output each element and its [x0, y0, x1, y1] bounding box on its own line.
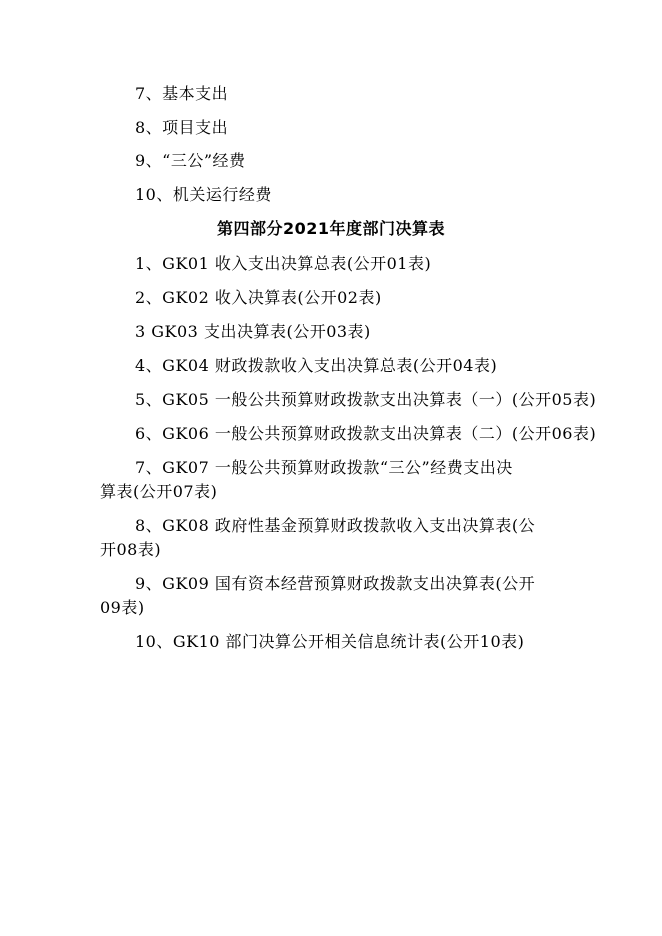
- list-item-gk01: 1、GK01 收入支出决算总表(公开01表): [135, 254, 432, 273]
- list-item-gk05: 5、GK05 一般公共预算财政拨款支出决算表（一）(公开05表): [135, 390, 597, 409]
- section-heading: 第四部分2021年度部门决算表: [216, 219, 446, 238]
- list-item-gk04: 4、GK04 财政拨款收入支出决算总表(公开04表): [135, 356, 498, 375]
- list-item-three-public-expenses: 9、“三公”经费: [135, 151, 246, 170]
- list-item-gk08-line1: 8、GK08 政府性基金预算财政拨款收入支出决算表(公: [135, 516, 536, 535]
- list-item-gk09-line1: 9、GK09 国有资本经营预算财政拨款支出决算表(公开: [135, 574, 536, 593]
- list-item-gk07-line1: 7、GK07 一般公共预算财政拨款“三公”经费支出决: [135, 458, 513, 477]
- list-item-gk06: 6、GK06 一般公共预算财政拨款支出决算表（二）(公开06表): [135, 424, 597, 443]
- list-item-basic-expenditure: 7、基本支出: [135, 84, 229, 103]
- list-item-gk02: 2、GK02 收入决算表(公开02表): [135, 288, 382, 307]
- list-item-project-expenditure: 8、项目支出: [135, 118, 229, 137]
- list-item-gk07-line2: 算表(公开07表): [100, 482, 218, 501]
- list-item-gk10: 10、GK10 部门决算公开相关信息统计表(公开10表): [135, 632, 525, 651]
- list-item-gk09-line2: 09表): [100, 598, 145, 617]
- list-item-operating-expenses: 10、机关运行经费: [135, 185, 272, 204]
- list-item-gk03: 3 GK03 支出决算表(公开03表): [135, 322, 371, 341]
- list-item-gk08-line2: 开08表): [100, 540, 162, 559]
